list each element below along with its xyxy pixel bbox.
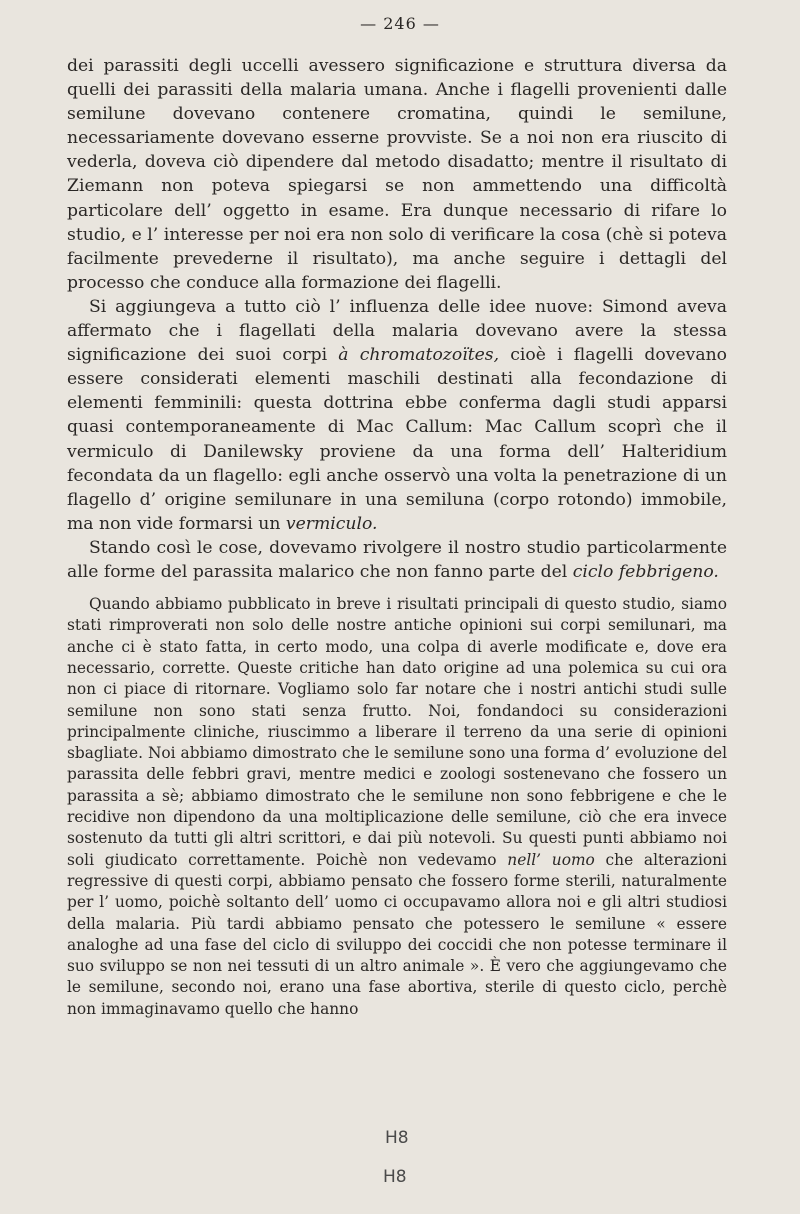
paragraph-3: Stando così le cose, dovevamo rivolgere il nostro studio particolarmente alle forme del parassita malarico che non fanno parte del ciclo febbrigeno. bbox=[67, 537, 727, 582]
body-text bbox=[67, 54, 727, 1020]
pencil-mark-upper: H8 bbox=[385, 1128, 409, 1148]
page-number: — 246 — bbox=[360, 14, 440, 33]
pencil-mark-lower: H8 bbox=[383, 1167, 407, 1187]
paragraph-4: Quando abbiamo pubblicato in breve i risultati principali di questo studio, siamo stati rimproverati non solo delle nostre antiche opinioni sui corpi semilunari, ma anche ci è stato fatta, in certo modo, una colpa di averle modificate e, dove era necessario, corrette. Queste critiche han dato origine ad una polemica su cui ora non ci piace di ritornare. Vogliamo solo far notare che i nostri antichi studi sulle semilune non sono stati senza frutto. Noi, fondandoci su considerazioni principalmente cliniche, riuscimmo a liberare il terreno da una serie di opinioni sbagliate. Noi abbiamo dimostrato che le semilune sono una forma d’ evoluzione del parassita delle febbri gravi, mentre medici e zoologi sostenevano che fossero un parassita a sè; abbiamo dimostrato che le semilune non sono febbrigene e che le recidive non dipendono da una moltiplicazione delle semilune, ciò che era invece sostenuto da tutti gli altri scrittori, e dai più notevoli. Su questi punti abbiamo noi soli giudicato correttamente. Poichè non vedevamo nell’ uomo che alterazioni regressive di questi corpi, abbiamo pensato che fossero forme sterili, naturalmente per l’ uomo, poichè soltanto dell’ uomo ci occupavamo allora noi e gli altri studiosi della malaria. Più tardi abbiamo pensato che potessero le semilune « essere analoghe ad una fase del ciclo di sviluppo dei coccidi che non potesse terminare il suo sviluppo se non nei tessuti di un altro animale ». È vero che aggiungevamo che le semilune, secondo noi, erano una fase abortiva, sterile di questo ciclo, perchè non immaginavamo quello che hanno bbox=[67, 595, 727, 1018]
paragraph-2: Si aggiungeva a tutto ciò l’ influenza delle idee nuove: Simond aveva affermato che i flagellati della malaria dovevano avere la stessa significazione dei suoi corpi à chromatozoïtes, cioè i flagelli dovevano essere considerati elementi maschili destinati alla fecondazione di elementi femminili: questa dottrina ebbe conferma dagli studi apparsi quasi contemporaneamente di Mac Callum: Mac Callum scoprì che il vermiculo di Danilewsky proviene da una forma dell’ Halteridium fecondata da un flagello: egli anche osservò una volta la penetrazione di un flagello d’ origine semilunare in una semiluna (corpo rotondo) immobile, ma non vide formarsi un vermiculo. bbox=[67, 296, 727, 534]
paragraph-1: dei parassiti degli uccelli avessero significazione e struttura diversa da quelli dei parassiti della malaria umana. Anche i flagelli provenienti dalle semilune dovevano contenere cromatina, quindi le semilune, necessariamente dovevano esserne provviste. Se a noi non era riuscito di vederla, doveva ciò dipendere dal metodo disadatto; mentre il risultato di Ziemann non poteva spiegarsi se non ammettendo una difficoltà particolare dell’ oggetto in esame. Era dunque necessario di rifare lo studio, e l’ interesse per noi era non solo di verificare la cosa (chè si poteva facilmente prevederne il risultato), ma anche seguire i dettagli del processo che conduce alla formazione dei flagelli. bbox=[67, 56, 727, 293]
